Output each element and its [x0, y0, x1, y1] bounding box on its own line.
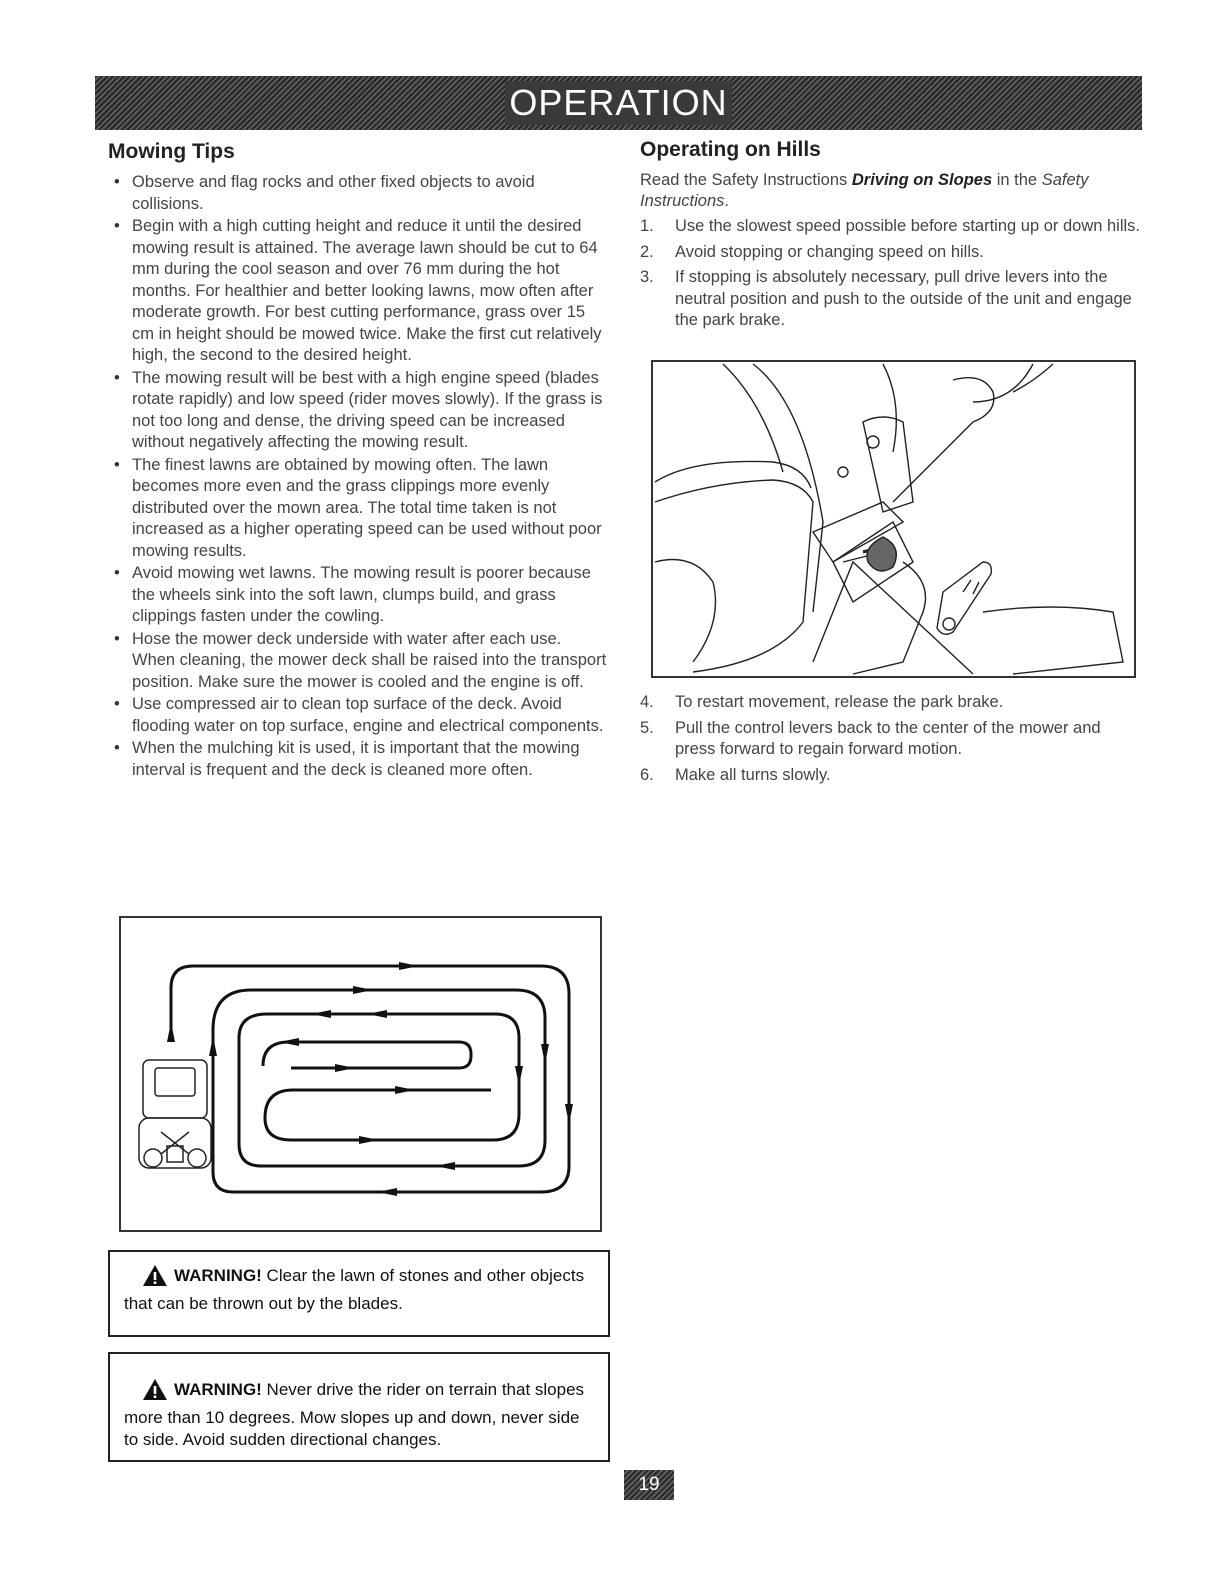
list-item: • Begin with a high cutting height and reduce it until the desired mowing result is attained. The average lawn should be cut to 64 mm during the cool season and over 76 mm during the hot months. For healthier and better looking lawns, mow often after moderate growth. For best cutting performance, grass over 15 cm in height should be mowed twice. Make the first cut relatively high, the second to the desired height. [108, 216, 608, 367]
step-number: 2. [640, 242, 654, 261]
hills-section [640, 138, 1140, 336]
step-text: Use the slowest speed possible before starting up or down hills. [675, 217, 1141, 235]
list-item: • Observe and flag rocks and other fixed objects to avoid collisions. [108, 172, 608, 215]
hills-steps-list [640, 692, 1140, 786]
warning-box [108, 1352, 610, 1462]
hills-intro [640, 170, 1140, 212]
park-brake-lever-figure [651, 360, 1136, 678]
step-text: If stopping is absolutely necessary, pull drive levers into the neutral position and push to the outside of the unit and engage the park brake. [675, 268, 1132, 329]
mowing-pattern-diagram [121, 918, 600, 1230]
warning-triangle-icon [142, 1378, 168, 1407]
list-item [640, 765, 1140, 787]
section-banner [95, 76, 1142, 130]
hills-heading: Operating on Hills [640, 138, 821, 161]
warning-label: WARNING! [174, 1266, 262, 1285]
intro-text: Read the Safety Instructions [640, 171, 852, 189]
warning-label: WARNING! [174, 1380, 262, 1399]
list-item: • Avoid mowing wet lawns. The mowing result is poorer because the wheels sink into the soft lawn, clumps build, and grass clippings fasten under the cowling. [108, 563, 608, 628]
list-item [640, 216, 1140, 238]
list-item: • When the mulching kit is used, it is important that the mowing interval is frequent and the deck is cleaned more often. [108, 738, 608, 781]
list-item: • The finest lawns are obtained by mowing often. The lawn becomes more even and the grass clippings more evenly distributed over the mown area. The total time taken is not increased as a higher operating speed can be used without poor mowing results. [108, 455, 608, 563]
step-text: Make all turns slowly. [675, 765, 831, 784]
mowing-tips-heading: Mowing Tips [108, 140, 235, 163]
step-number: 6. [640, 765, 654, 784]
warning-triangle-icon [142, 1264, 168, 1293]
warning-text: Never drive the rider on terrain that slopes more than 10 degrees. Mow slopes up and down, never side to side. Avoid sudden directional changes. [124, 1380, 585, 1449]
step-number: 1. [640, 217, 654, 235]
list-item [640, 718, 1140, 761]
list-item: • Hose the mower deck underside with water after each use. When cleaning, the mower deck shall be raised into the transport position. Make sure the mower is cooled and the engine is off. [108, 629, 608, 694]
banner-title: OPERATION [505, 81, 731, 125]
list-item [640, 267, 1140, 332]
step-text: To restart movement, release the park brake. [675, 693, 1004, 711]
step-number: 4. [640, 693, 654, 711]
warning-box [108, 1250, 610, 1337]
step-number: 3. [640, 268, 654, 286]
step-text: Avoid stopping or changing speed on hills. [675, 242, 984, 261]
step-text: Pull the control levers back to the center of the mower and press forward to regain forward motion. [675, 718, 1101, 758]
list-item [640, 692, 1140, 714]
intro-text: . [724, 192, 729, 210]
list-item: • The mowing result will be best with a high engine speed (blades rotate rapidly) and low speed (rider moves slowly). If the grass is not too long and dense, the driving speed can be increased without negatively affecting the mowing result. [108, 368, 608, 454]
step-number: 5. [640, 718, 654, 737]
hills-steps-list [640, 216, 1140, 332]
list-item: • Use compressed air to clean top surface of the deck. Avoid flooding water on top surface, engine and electrical components. [108, 694, 608, 737]
warning-text: Clear the lawn of stones and other objects that can be thrown out by the blades. [124, 1266, 585, 1313]
mowing-tips-list [108, 172, 608, 781]
hills-steps-continued [640, 692, 1140, 790]
intro-italic-ref: Safety Instructions [640, 171, 1089, 210]
mowing-tips-section [108, 140, 608, 782]
list-item [640, 242, 1140, 264]
mowing-pattern-figure [119, 916, 602, 1232]
intro-bold-ref: Driving on Slopes [851, 171, 993, 189]
mower-icon [139, 1060, 211, 1168]
park-brake-illustration [653, 362, 1134, 676]
page-number: 19 [624, 1470, 674, 1500]
intro-text: in the [992, 171, 1042, 189]
